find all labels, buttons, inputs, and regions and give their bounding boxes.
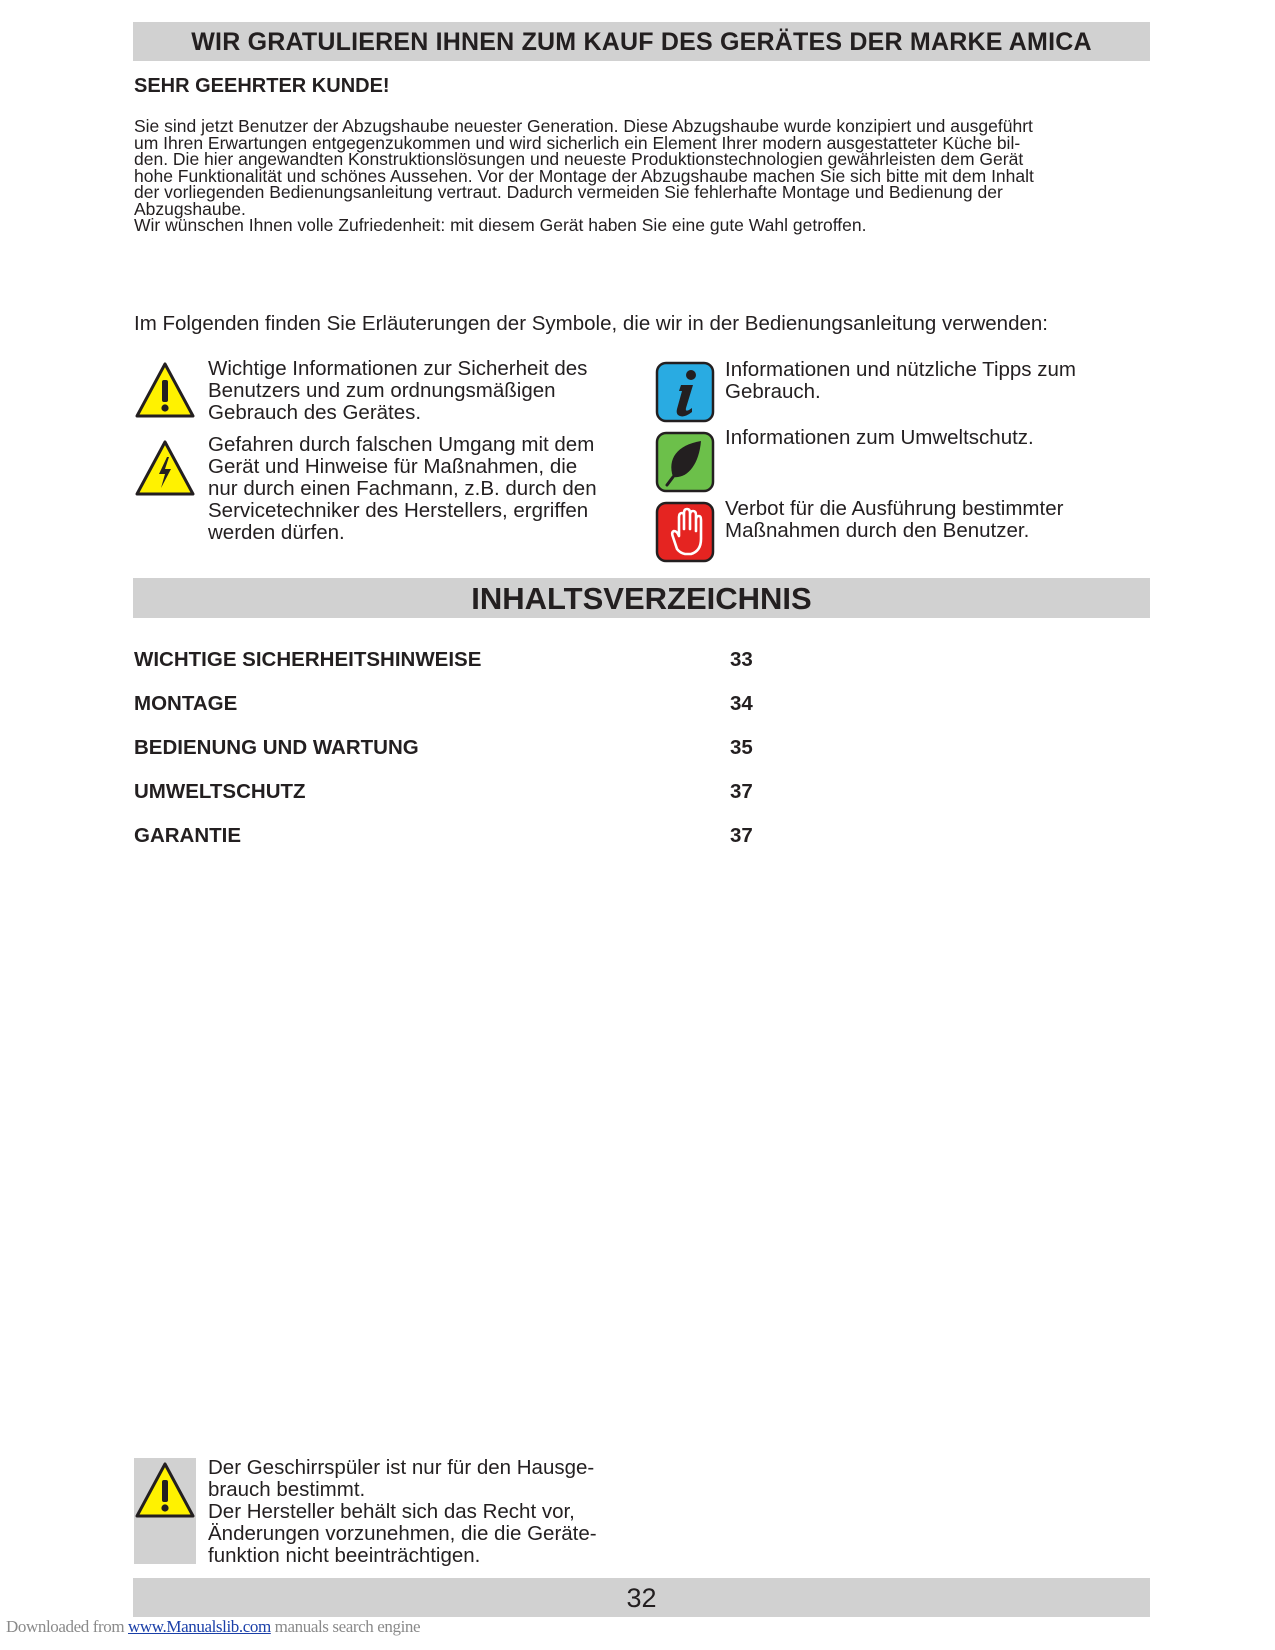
stop-hand-icon [655, 501, 715, 563]
toc-entry-page: 33 [730, 648, 753, 671]
symbol-description-environment: Informationen zum Umweltschutz. [725, 426, 1034, 449]
manualslib-link[interactable]: www.Manualslib.com [128, 1617, 271, 1636]
toc-entry-page: 37 [730, 824, 753, 847]
toc-title: INHALTSVERZEICHNIS [133, 578, 1150, 618]
toc-entry[interactable] [134, 692, 774, 722]
symbol-description-safety: Wichtige Informationen zur Sicherheit des Benutzers und zum ordnungsmäßigen Gebrauch des Gerätes. [208, 357, 588, 424]
symbols-intro: Im Folgenden finden Sie Erläuterungen der Symbole, die wir in der Bedienungsanleitung verwenden: [134, 312, 1048, 335]
toc-entry-label: WICHTIGE SICHERHEITSHINWEISE [134, 648, 482, 671]
toc-entry-label: UMWELTSCHUTZ [134, 780, 306, 803]
intro-line: um Ihren Erwartungen entgegenzukommen und wird sicherlich ein Element Ihrer modern ausgestatteter Küche bil- [134, 132, 1021, 153]
intro-line: Sie sind jetzt Benutzer der Abzugshaube neuester Generation. Diese Abzugshaube wurde konzipiert und ausgeführt [134, 116, 1033, 136]
page-header-title: WIR GRATULIEREN IHNEN ZUM KAUF DES GERÄTES DER MARKE AMICA [133, 22, 1150, 61]
intro-line: der vorliegenden Bedienungsanleitung vertraut. Dadurch vermeiden Sie fehlerhafte Montage und Bedienung der [134, 182, 1003, 202]
toc-entry-page: 37 [730, 780, 753, 803]
warning-triangle-icon [134, 1460, 196, 1522]
leaf-icon [655, 431, 715, 493]
toc-entry[interactable] [134, 736, 774, 766]
symbol-description-info: Informationen und nützliche Tipps zum Gebrauch. [725, 358, 1076, 403]
download-footer: Downloaded from www.Manualslib.com manuals search engine [6, 1617, 421, 1636]
note-text: Der Geschirrspüler ist nur für den Hausge- brauch bestimmt. Der Hersteller behält sich das Recht vor, Änderungen vorzunehmen, die die Geräte- funktion nicht beeinträchtigen. [208, 1456, 597, 1567]
intro-line: Wir wünschen Ihnen volle Zufriedenheit: mit diesem Gerät haben Sie eine gute Wahl getroffen. [134, 215, 867, 235]
intro-line: Abzugshaube. [134, 198, 246, 219]
toc-entry[interactable] [134, 824, 774, 854]
intro-paragraph [134, 118, 1134, 234]
info-icon [655, 361, 715, 423]
toc-entry-page: 35 [730, 736, 753, 759]
toc-entry-page: 34 [730, 692, 753, 715]
page-number: 32 [133, 1578, 1150, 1617]
intro-line: den. Die hier angewandten Konstruktionslösungen und neueste Produktionstechnologien gewährleisten dem Gerät [134, 149, 1024, 169]
salutation: SEHR GEEHRTER KUNDE! [134, 75, 390, 97]
symbol-description-prohibition: Verbot für die Ausführung bestimmter Maßnahmen durch den Benutzer. [725, 497, 1064, 542]
warning-triangle-icon [134, 360, 196, 422]
toc-entry-label: MONTAGE [134, 692, 238, 715]
toc-entry[interactable] [134, 648, 774, 678]
toc-entry-label: GARANTIE [134, 824, 242, 847]
electric-hazard-icon [134, 438, 196, 500]
symbol-description-hazard: Gefahren durch falschen Umgang mit dem Gerät und Hinweise für Maßnahmen, die nur durch einen Fachmann, z.B. durch den Servicetechniker des Herstellers, ergriffen werden dürfen. [208, 433, 597, 544]
intro-line: hohe Funktionalität und schönes Aussehen. Vor der Montage der Abzugshaube machen Sie sich bitte mit dem Inhalt [134, 165, 1034, 186]
toc-entry-label: BEDIENUNG UND WARTUNG [134, 736, 419, 759]
toc-entry[interactable] [134, 780, 774, 810]
